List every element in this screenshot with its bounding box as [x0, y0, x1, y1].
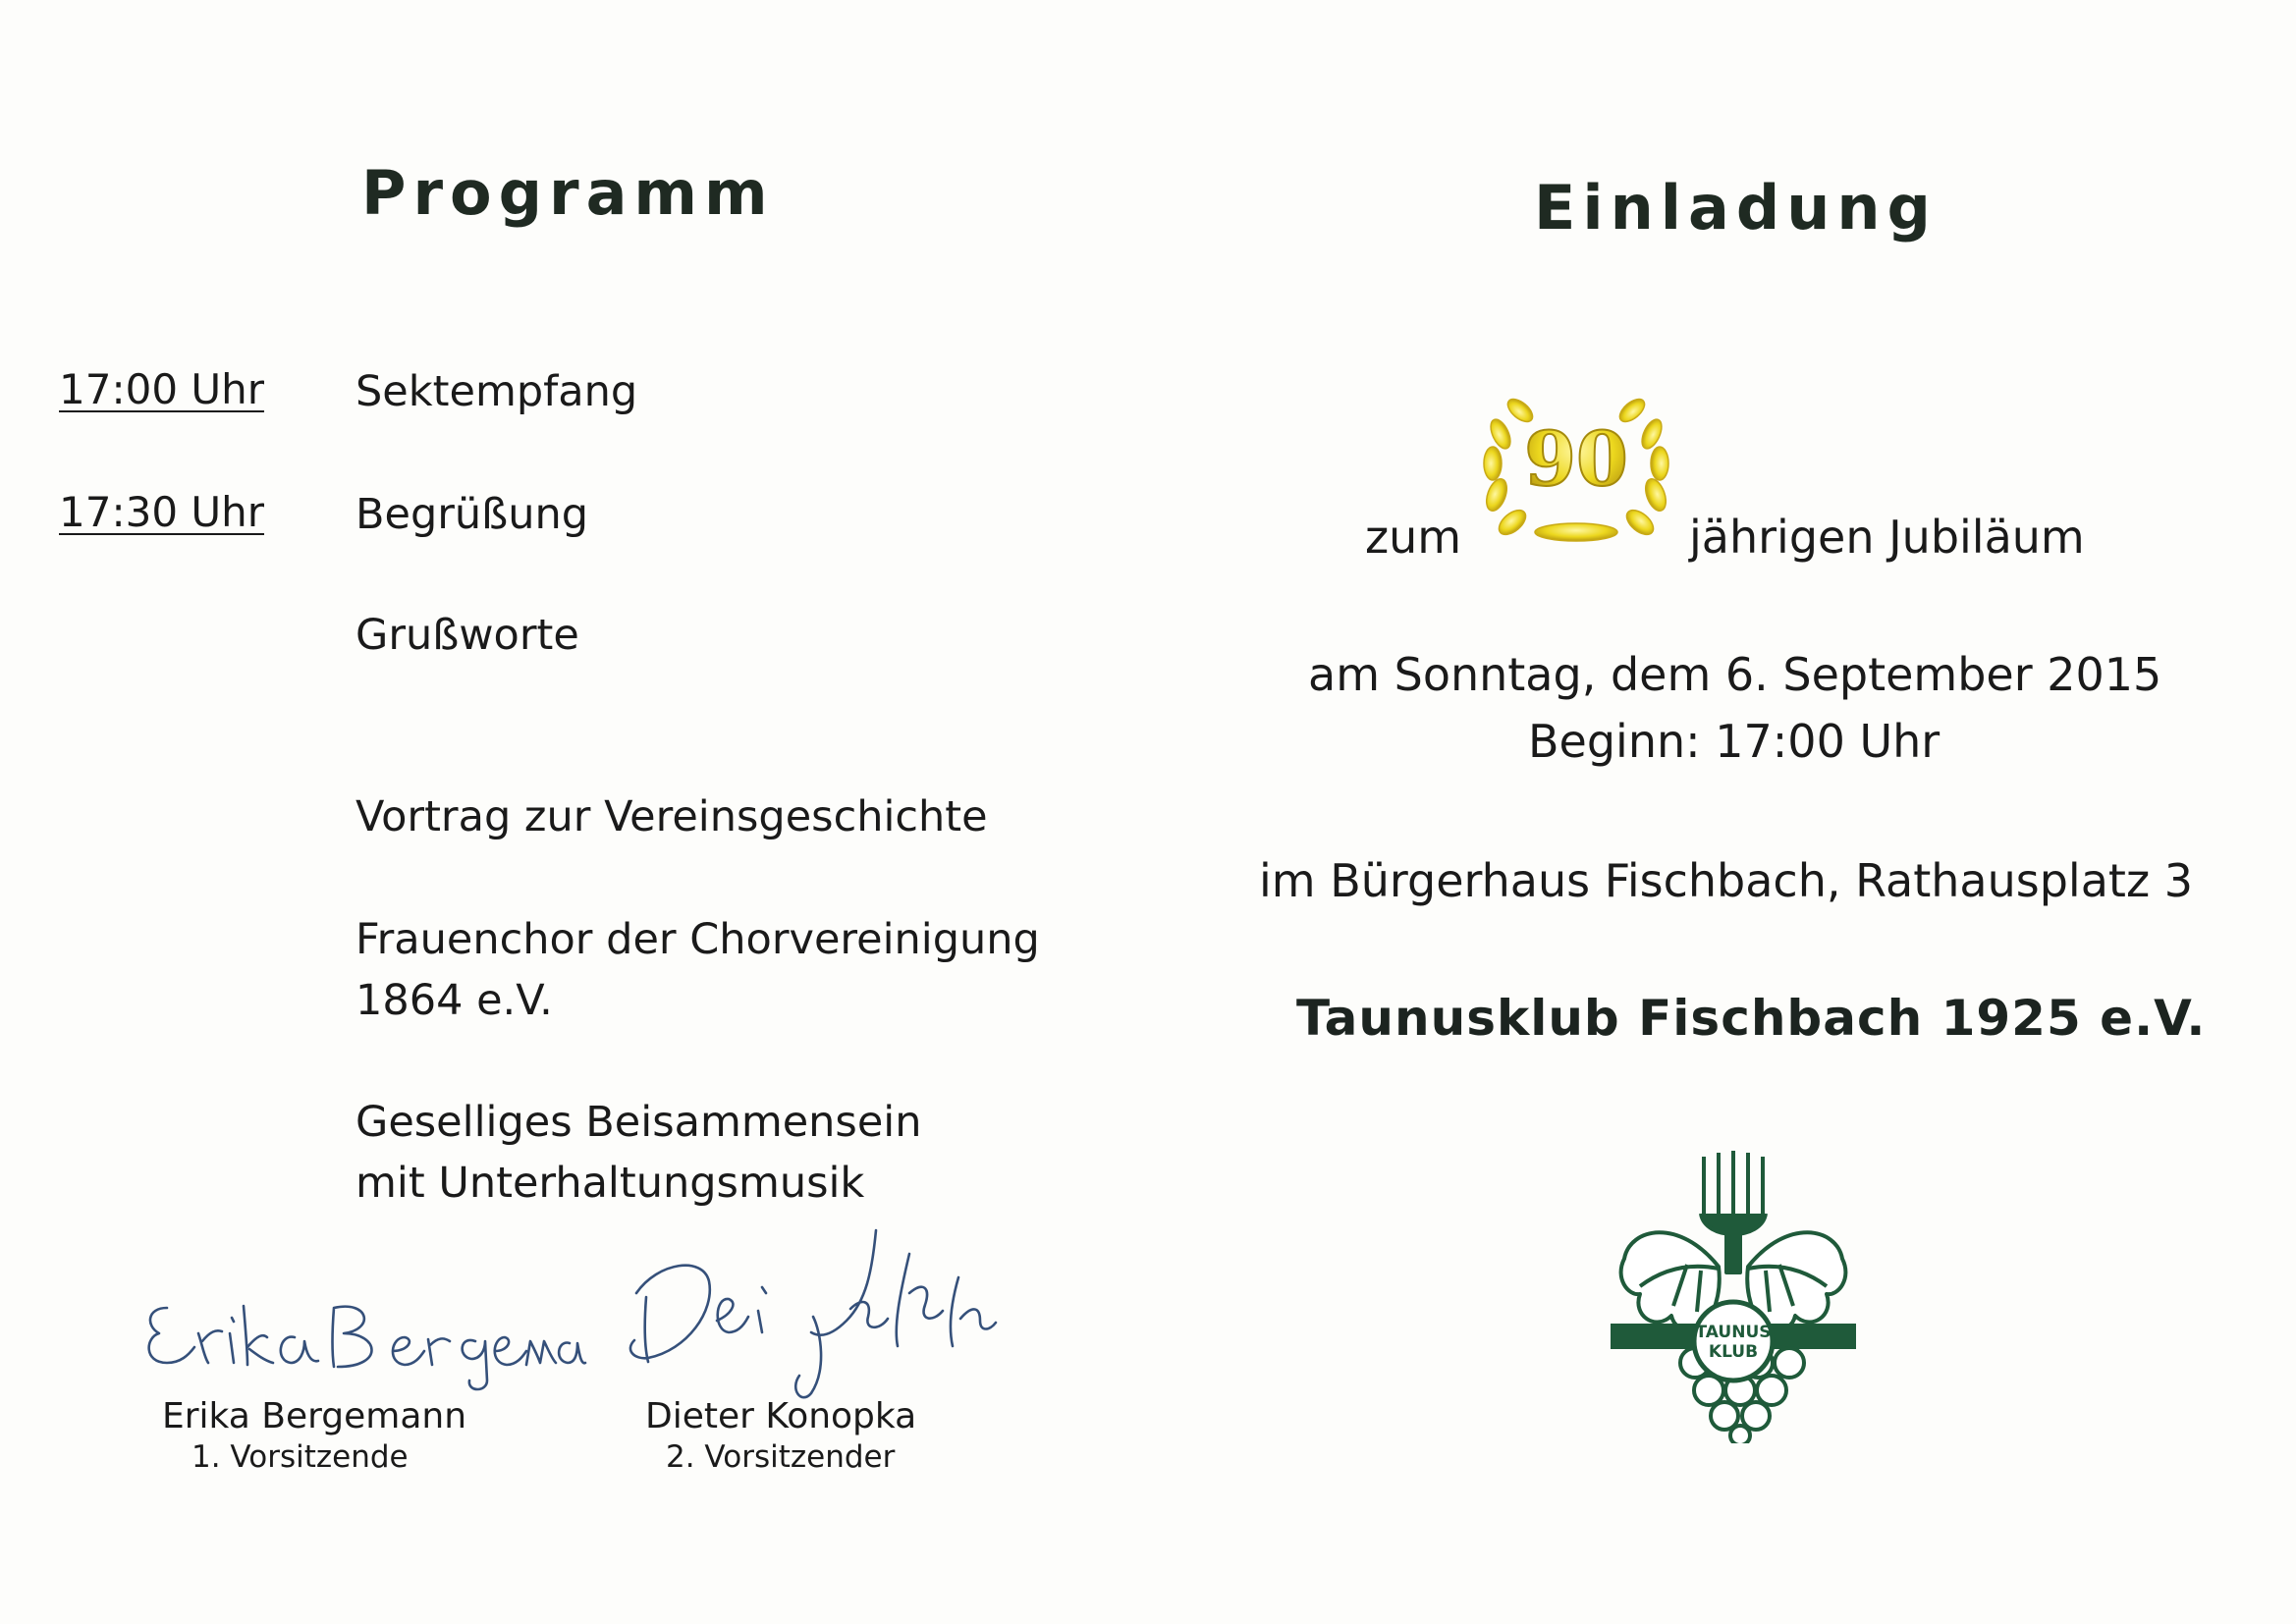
signature-dieter-konopka: [619, 1203, 1011, 1399]
program-item-begruessung: Begrüßung: [355, 490, 589, 539]
signature-erika-bergemann: [137, 1286, 589, 1394]
emblem-text-taunus: TAUNUS: [1695, 1323, 1772, 1342]
program-item-grussworte: Grußworte: [355, 611, 579, 660]
club-name: Taunusklub Fischbach 1925 e.V.: [1296, 990, 2207, 1047]
invitation-jubilaeum: jährigen Jubiläum: [1689, 511, 2085, 564]
program-title: Programm: [361, 157, 775, 229]
program-item-geselliges-line1: Geselliges Beisammensein: [355, 1098, 922, 1147]
program-item-frauenchor-line1: Frauenchor der Chorvereinigung: [355, 915, 1040, 964]
program-item-sektempfang: Sektempfang: [355, 367, 638, 416]
signature-role-1: 1. Vorsitzende: [191, 1439, 409, 1475]
program-item-vortrag: Vortrag zur Vereinsgeschichte: [355, 792, 988, 841]
invitation-place: im Bürgerhaus Fischbach, Rathausplatz 3: [1259, 854, 2193, 907]
taunusklub-emblem: [1611, 1149, 1856, 1443]
program-item-geselliges-line2: mit Unterhaltungsmusik: [355, 1159, 865, 1208]
signature-name-2: Dieter Konopka: [645, 1396, 917, 1436]
signature-role-2: 2. Vorsitzender: [666, 1439, 896, 1475]
signature-name-1: Erika Bergemann: [162, 1396, 467, 1436]
invitation-start-time: Beginn: 17:00 Uhr: [1528, 715, 1941, 768]
emblem-text-klub: KLUB: [1708, 1342, 1759, 1362]
jubilee-number: 90: [1524, 415, 1628, 503]
jubilee-90-badge: [1473, 385, 1679, 562]
invitation-date: am Sonntag, dem 6. September 2015: [1308, 648, 2162, 701]
program-item-frauenchor-line2: 1864 e.V.: [355, 976, 553, 1025]
time-label: 17:00 Uhr: [59, 365, 265, 413]
time-label: 17:30 Uhr: [59, 488, 265, 536]
invitation-title: Einladung: [1534, 172, 1938, 244]
invitation-zum: zum: [1365, 511, 1462, 564]
